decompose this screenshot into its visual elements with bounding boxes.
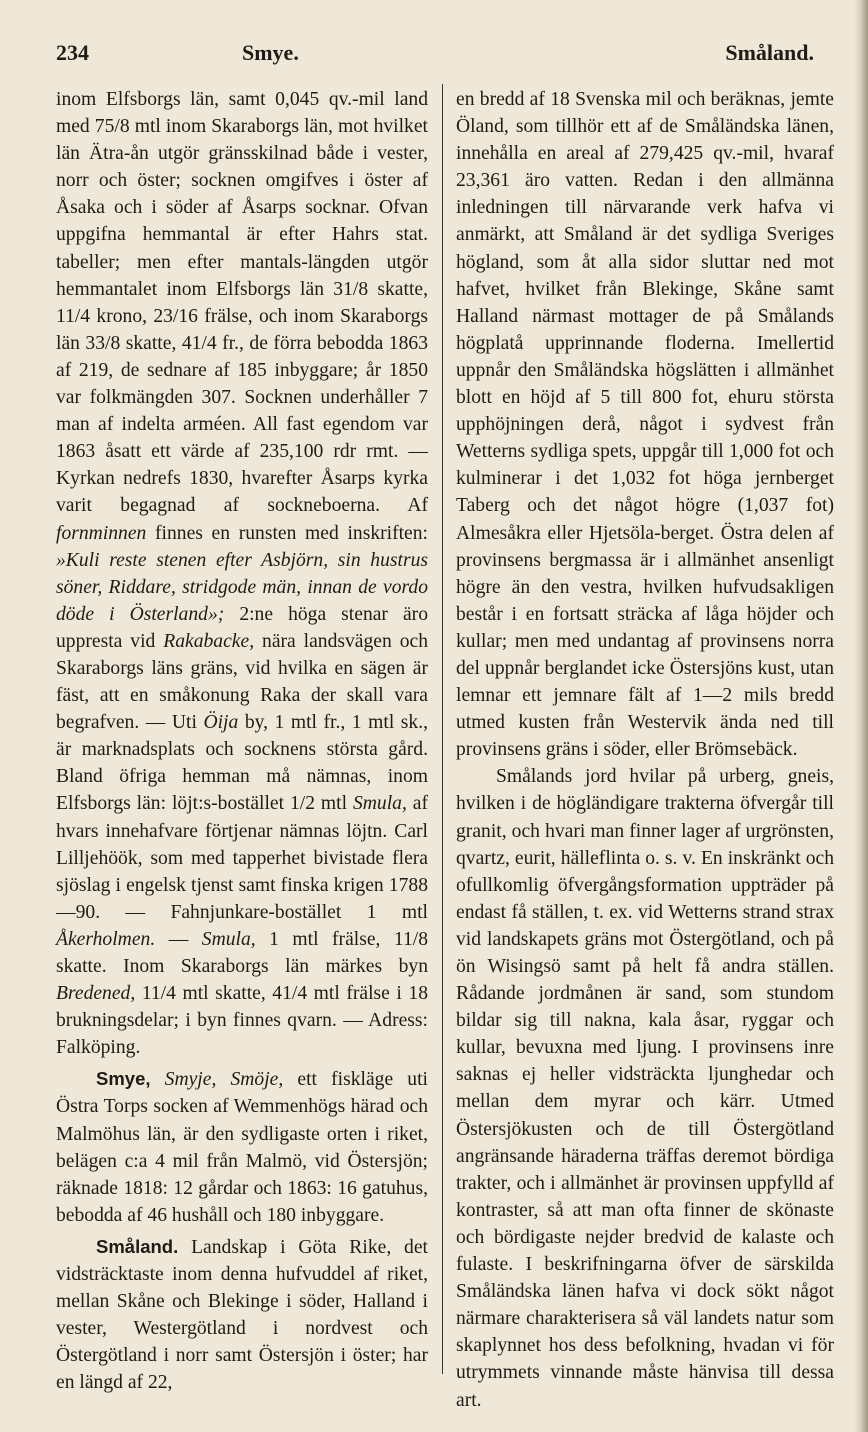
asarp-paragraph — [56, 86, 428, 1061]
entry-text: ett fiskläge uti Östra Torps socken af Wemmenhögs härad och Malmöhus län, är den sydligaste orten i riket, belägen c:a 4 mil från Malmö, vid Östersjön; räknade 1818: 12 gårdar och 1863: 16 gatuhus, bebodda af 46 hushåll och 180 inbyggare. — [56, 1069, 428, 1226]
entry-headword: Småland. — [96, 1235, 179, 1257]
name-variants: Smyje, Smöje, — [164, 1069, 284, 1091]
text-run: af hvars innehafvare förtjenar nämnas löjtn. Carl Lilljehöök, som med tapperhet bivistade flera sjöslag i engelsk tjenst samt finska krigen 1788—90. — Fahnjunkare-bostället 1 mtl — [56, 793, 429, 923]
entry-headword: Smye, — [96, 1068, 151, 1090]
text-run: by, 1 mtl fr., 1 mtl sk., är marknadsplats och socknens största gård. Bland öfriga hemman må nämnas, inom Elfsborgs län: löjt:s-bostället 1/2 mtl — [56, 712, 428, 815]
smye-entry — [56, 1065, 428, 1229]
right-column — [456, 86, 834, 1414]
place-name: Öija — [203, 712, 239, 734]
place-name: Bredened, — [56, 983, 136, 1005]
smaland-continued-paragraph: en bredd af 18 Svenska mil och beräknas, jemte Öland, som tillhör ett af de Småländska länen, innehålla en areal af 279,425 qv.-mil, hvaraf 23,361 äro vatten. Redan i den allmänna inledningen till närvarande verk hafva vi anmärkt, att Småland är det sydliga Sveriges högland, som åt alla sidor sluttar ned mot hafvet, hvilket från Blekinge, Skåne samt Halland närmast mottager de på Smålands högplatå upprinnande floderna. Imellertid uppnår den Småländska högslätten i allmänhet blott en höjd af 5 till 800 fot, ehuru största upphöjningen derå, något i sydvest från Wetterns sydliga spets, uppgår till 1,000 fot och kulminerar i det 1,032 fot höga jernberget Taberg och det något högre (1,037 fot) Almesåkra eller Hjetsöla-berget. Östra delen af provinsens bergmassa är i allmänhet ansenligt högre än den vestra, hvilken hufvudsakligen består i en fortsatt sträcka af låga höjder och kullar; men med undantag af provinsens norra del uppnår berglandet icke Östersjöns kust, utan lemnar ett jemnare fält af 1—2 mils bredd utmed kusten från Westervik ända ned till provinsens gräns i söder, eller Brömsebäck. — [456, 89, 834, 761]
page-header — [56, 40, 828, 80]
smaland-geology-paragraph: Smålands jord hvilar på urberg, gneis, hvilken i de högländigare trakterna öfvergår till granit, och hvari man finner lager af urgrönsten, qvartz, eurit, hälleflinta o. s. v. En inskränkt och ofullkomlig öfvergångsformation uppträder på endast få ställen, t. ex. vid Wetterns strand strax vid landskapets gräns mot Östergötland, och på ön Wisingsö samt på helt få andra ställen. Rådande jordmånen är sand, som stundom bildar sig till nakna, kala åsar, ryggar och kullar, bevuxna med ljung. I provinsens inre saknas ej heller vidsträckta ljunghedar och mellan dem myrar och kärr. Utmed Östersjökusten och de till Östergötland angränsande häraderna träffas deremot bördiga trakter, och i allmänhet är provinsen uppfylld af kontraster, så att man ofta finner de skönaste och bördigaste nejder bredvid de kalaste och fulaste. I beskrifningarna öfver de särskilda Småländska länen hafva vi dock sökt något närmare charakterisera så väl landets natur som skaplynnet hos dess befolkning, hvadan vi för utrymmets vinnande måste hänvisa till dessa art. — [456, 766, 834, 1411]
column-divider — [442, 84, 443, 1374]
page-edge — [854, 0, 868, 1432]
runic-inscription: »Kuli reste stenen efter Asbjörn, sin hustrus söner, Riddare, stridgode män, innan de vordo döde i Österland»; — [56, 549, 428, 625]
left-column — [56, 86, 428, 1397]
text-run: 2:ne höga stenar äro uppresta vid — [56, 603, 428, 652]
text-run: nära landsvägen och Skaraborgs läns gräns, vid hvilka en sägen är fäst, att en småkonung Raka der skall vara begrafven. — Uti — [56, 630, 428, 734]
place-name: Smula, — [352, 793, 407, 815]
text-run: inom Elfsborgs län, samt 0,045 qv.-mil land med 75/8 mtl inom Skaraborgs län, mot hvilket län Ätra-ån utgör gränsskilnad både i vester, norr och öster; socknen omgifves i öster af Åsaka och i söder af Åsarps socknar. Ofvan uppgifna hemmantal är efter Hahrs stat. tabeller; men efter mantals-längden utgör hemmantalet inom Elfsborgs län 31/8 skatte, 11/4 krono, 23/16 frälse, och inom Skaraborgs län 33/8 skatte, 41/4 fr., de förra bebodda 1863 af 219, de sednare af 185 inbyggare; år 1850 var folkmängden 307. Socknen underhåller 7 man af indelta arméen. All fast egendom var 1863 åsatt ett värde af 235,100 rdr rmt. — Kyrkan nedrefs 1830, hvarefter Åsarps kyrka varit begagnad af sockneboerna. Af — [56, 89, 428, 517]
place-name: Smula, — [201, 928, 256, 950]
smaland-entry — [56, 1233, 428, 1397]
text-run: — — [168, 928, 189, 950]
entry-text: Landskap i Göta Rike, det vidsträcktaste inom denna hufvuddel af riket, mellan Skåne och Blekinge i söder, Halland i vester, Westergötland i nordvest och Östergötland i norr samt Östersjön i öster; har en längd af 22, — [56, 1236, 428, 1394]
text-run: 1 mtl frälse, 11/8 skatte. Inom Skaraborgs län märkes byn — [56, 928, 429, 977]
right-running-head: Småland. — [725, 40, 814, 65]
place-name: Rakabacke, — [163, 630, 255, 652]
text-run: finnes en runsten med inskriften: — [155, 522, 428, 544]
italic-term: fornminnen — [56, 522, 147, 544]
place-name: Åkerholmen. — [56, 928, 156, 950]
page-number: 234 — [56, 40, 89, 65]
text-run: 11/4 mtl skatte, 41/4 mtl frälse i 18 brukningsdelar; i byn finnes qvarn. — Adress: Falköping. — [56, 983, 429, 1059]
left-running-head: Smye. — [242, 40, 299, 65]
